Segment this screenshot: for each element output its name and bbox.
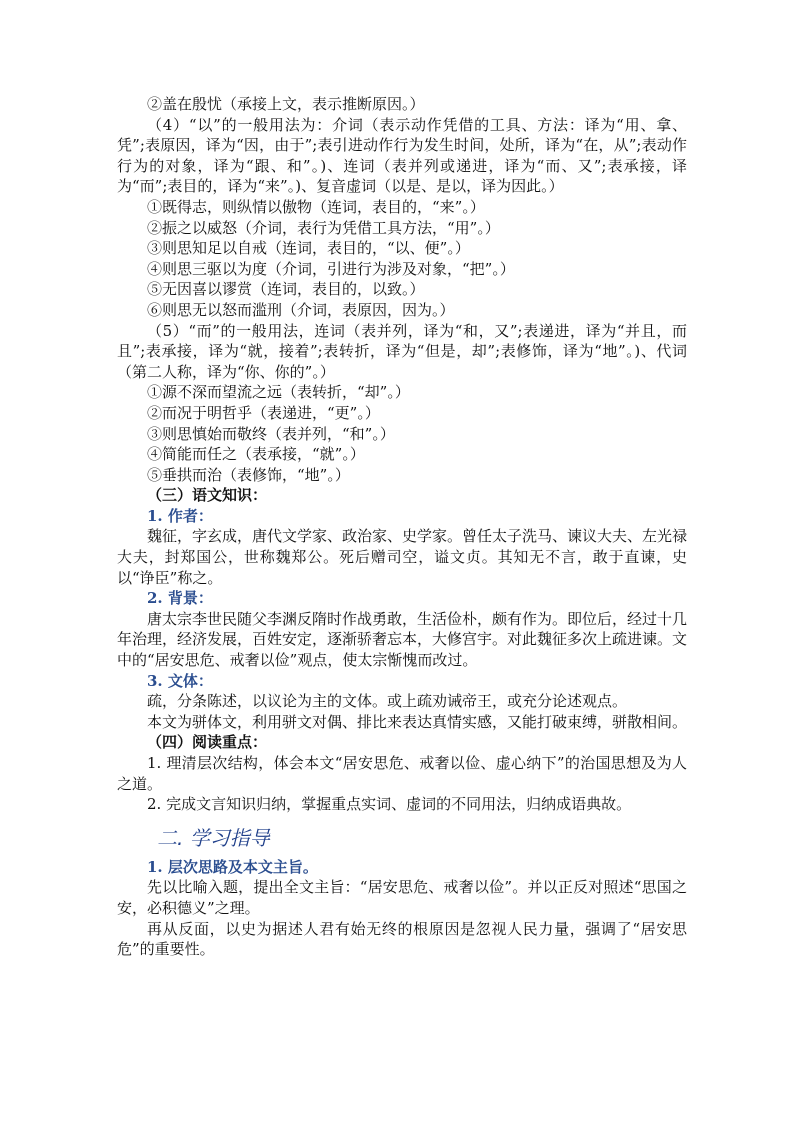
background-paragraph: 唐太宗李世民随父李渊反隋时作战勇敢，生活俭朴，颇有作为。即位后，经过十几年治理，经济发展，百姓安定，逐渐骄奢忘本，大修宫宇。对此魏征多次上疏进谏。文中的“居安思危、戒奢以俭”观点，使太宗惭愧而改过。 xyxy=(117,609,688,670)
example-line: ④则思三驱以为度（介词，引进行为涉及对象，“把”。） xyxy=(147,259,515,278)
example-line: ①源不深而望流之远（表转折，“却”。） xyxy=(147,383,410,402)
example-line: ③则思慎始而敬终（表并列，“和”。） xyxy=(147,424,395,443)
heading-background: 2. 背景： xyxy=(147,589,213,608)
author-paragraph: 魏征，字玄成，唐代文学家、政治家、史学家。曾任太子洗马、谏议大夫、左光禄大夫，封郑国公，世称魏郑公。死后赠司空，谥文贞。其知无不言，敢于直谏，史以“诤臣”称之。 xyxy=(117,527,688,587)
genre-paragraph: 疏，分条陈述，以议论为主的文体。或上疏劝诫帝王，或充分论述观点。 xyxy=(147,692,628,711)
structure-paragraph-1: 先以比喻入题，提出全文主旨：“居安思危、戒奢以俭”。并以正反对照述“思国之安，必积德义”之理。 xyxy=(117,878,687,917)
heading-genre: 3. 文体： xyxy=(147,671,213,690)
reading-point-2: 2. 完成文言知识归纳，掌握重点实词、虚词的不同用法，归纳成语典故。 xyxy=(147,795,632,814)
heading-author: 1. 作者： xyxy=(147,506,213,525)
example-line: ④简能而任之（表承接，“就”。） xyxy=(147,445,365,464)
reading-point-1: 1. 理清层次结构，体会本文“居安思危、戒奢以俭、虚心纳下”的治国思想及为人之道。 xyxy=(117,754,687,793)
example-line: ①既得志，则纵情以傲物（连词，表目的，“来”。） xyxy=(147,197,485,216)
example-line: ②盖在殷忧（承接上文，表示推断原因。） xyxy=(147,95,425,113)
subsection-heading-language: （三）语文知识： xyxy=(147,486,268,505)
example-line: ⑤垂拱而治（表修饰，“地”。） xyxy=(147,465,350,484)
usage-paragraph-er: （5）“而”的一般用法，连词（表并列，译为“和，又”;表递进，译为“并且，而且”;表承接，译为“就，接着”;表转折，译为“但是，却”;表修饰，译为“地”。)、代词（第二人称，译为“你、你的”。） xyxy=(117,321,687,381)
example-line: ⑤无因喜以谬赏（连词，表目的，以致。） xyxy=(147,280,425,299)
example-line: ②振之以威怒（介词，表行为凭借工具方法，“用”。） xyxy=(147,218,500,237)
section-title-study-guide: 二. 学习指导 xyxy=(157,825,270,850)
structure-paragraph-2: 再从反面，以史为据述人君有始无终的根原因是忽视人民力量，强调了“居安思危”的重要性。 xyxy=(117,919,687,959)
genre-paragraph-2: 本文为骈体文，利用骈文对偶、排比来表达真情实感，又能打破束缚，骈散相间。 xyxy=(147,712,688,731)
document-body xyxy=(117,94,687,960)
example-line: ⑥则思无以怒而滥刑（介词，表原因，因为。） xyxy=(147,300,455,319)
heading-structure: 1. 层次思路及本文主旨。 xyxy=(147,857,318,876)
example-line: ②而况于明哲乎（表递进，“更”。） xyxy=(147,403,380,422)
usage-paragraph-yi: （4）“以”的一般用法为：介词（表示动作凭借的工具、方法：译为“用、拿、凭”;表原因，译为“因，由于”;表引进动作行为发生时间，处所，译为“在，从”;表动作行为的对象，译为“跟、和”。)、连词（表并列或递进，译为“而、又”;表承接，译为“而”;表目的，译为“来”。)、复音虚词（以是、是以，译为因此。） xyxy=(117,115,687,196)
example-line: ③则思知足以自戒（连词，表目的，“以、便”。） xyxy=(147,239,470,258)
subsection-heading-reading: （四）阅读重点： xyxy=(147,733,268,752)
